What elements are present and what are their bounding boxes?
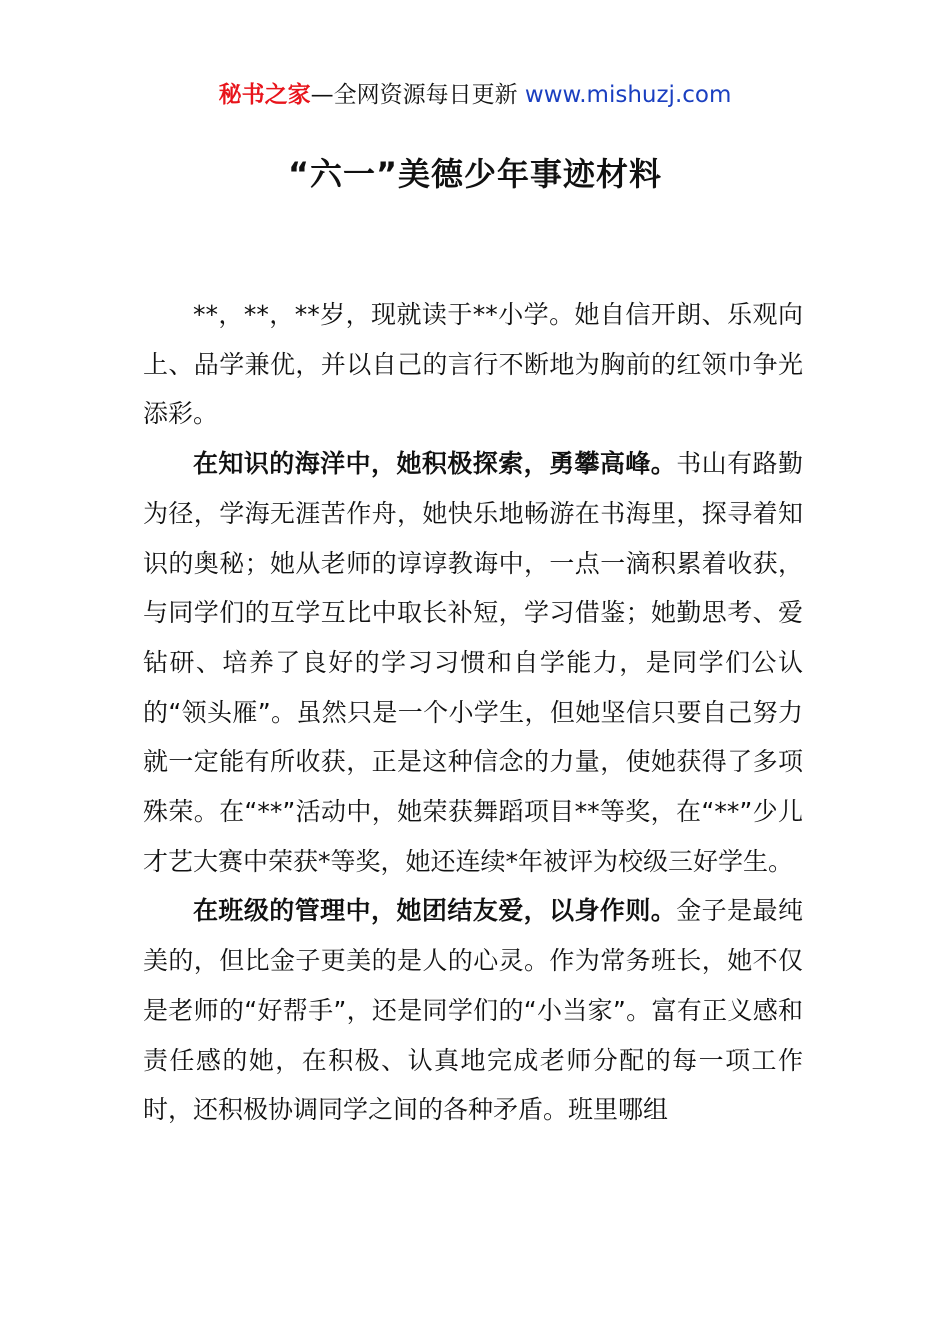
header-tagline: —全网资源每日更新 [310, 82, 525, 108]
brand-name: 秘书之家 [218, 82, 311, 108]
paragraph-class [143, 886, 803, 1135]
paragraph-lead: 在班级的管理中，她团结友爱，以身作则。 [193, 896, 677, 926]
paragraph-text: 书山有路勤为径，学海无涯苦作舟，她快乐地畅游在书海里，探寻着知识的奥秘；她从老师的谆谆教诲中，一点一滴积累着收获，与同学们的互学互比中取长补短，学习借鉴；她勤思考、爱钻研、培养了良好的学习习惯和自学能力，是同学们公认的“领头雁”。虽然只是一个小学生，但她坚信只要自己努力就一定能有所收获，正是这种信念的力量，使她获得了多项殊荣。在“**”活动中，她荣获舞蹈项目**等奖，在“**”少儿才艺大赛中荣获*等奖，她还连续*年被评为校级三好学生。 [143, 449, 803, 876]
paragraph-lead: 在知识的海洋中，她积极探索，勇攀高峰。 [193, 449, 677, 479]
paragraph-study [143, 439, 803, 886]
site-header [0, 78, 950, 112]
site-url-link[interactable]: www.mishuzj.com [524, 82, 732, 108]
paragraph-intro [143, 290, 803, 439]
paragraph-text: 金子是最纯美的，但比金子更美的是人的心灵。作为常务班长，她不仅是老师的“好帮手”，还是同学们的“小当家”。富有正义感和责任感的她，在积极、认真地完成老师分配的每一项工作时，还积极协调同学之间的各种矛盾。班里哪组 [143, 896, 803, 1125]
document-body [143, 290, 803, 1135]
document-title: “六一”美德少年事迹材料 [287, 155, 663, 193]
paragraph-text: **，**，**岁，现就读于**小学。她自信开朗、乐观向上、品学兼优，并以自己的言行不断地为胸前的红领巾争光添彩。 [143, 300, 803, 429]
